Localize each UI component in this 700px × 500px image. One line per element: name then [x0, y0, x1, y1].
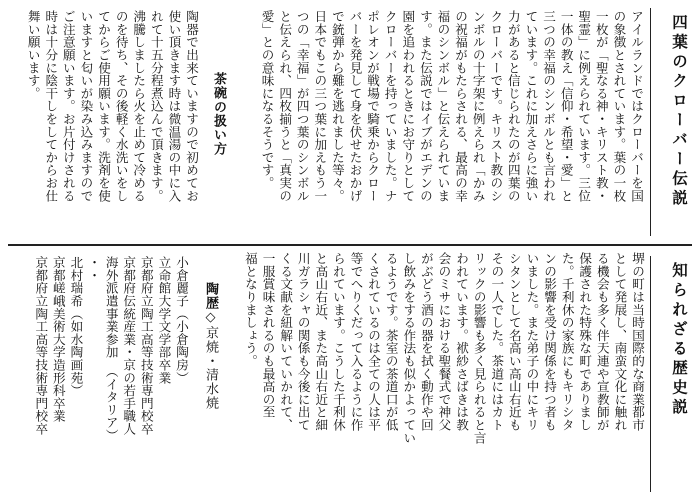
text-line: ・・ — [86, 256, 102, 282]
text-line: の祝福がもたらされる、最高の幸 — [453, 10, 469, 202]
text-line: その一人でした。茶道にはカト — [489, 252, 505, 432]
text-line: 聖霊」に例えられています。三位 — [576, 10, 592, 202]
text-line: 三つの幸福のシンボルとも言われ — [541, 10, 557, 202]
text-line: と伝えられ、四枚揃うと「真実の — [277, 10, 293, 202]
bottom-right-heading-rule — [650, 256, 651, 492]
tea-bowl-handling-heading: 茶碗の扱い方 — [211, 72, 226, 156]
text-line: くされているのは全ての人は平 — [366, 252, 382, 432]
text-line: 京都府伝統産業・京の若手職人 — [121, 256, 137, 436]
text-line: 京都府立陶工高等技術専門校卒 — [33, 256, 49, 436]
text-line: ています。これに加えさらに強い — [523, 10, 539, 202]
text-line: ご注意願います。お片付けされる — [60, 10, 76, 202]
text-line: いました。また弟子の中にキリ — [524, 252, 540, 432]
career-list — [10, 256, 190, 492]
text-line: 日本でもこの三つ葉に加えもう一 — [312, 10, 328, 202]
text-line: 北村瑞希（如水陶画苑） — [68, 256, 84, 397]
text-line: れて十五分程煮込んで頂きます。 — [148, 10, 164, 202]
text-line: 陶器で出来ていますので初めてお — [184, 10, 199, 202]
text-line: 沸騰しましたら火を止めて冷める — [131, 10, 147, 202]
text-line: た。千利休の家族にもキリシタ — [559, 252, 575, 432]
text-line: シタンとして名高い高山右近も — [506, 252, 522, 432]
text-line: てからご使用願います。洗剤を使 — [96, 10, 112, 202]
text-line: し飲みをする作法も似かよってい — [401, 252, 417, 444]
text-line: 時は十分に陰干しをしてからお仕 — [43, 10, 59, 202]
text-line: で銃弾から難を逃れました等々。 — [329, 10, 345, 202]
text-line: 海外派遣事業参加 （イタリア） — [103, 256, 119, 442]
text-line: 立命館大学文学部卒業 — [156, 256, 172, 384]
text-line: として発展し、南蛮文化に触れ — [612, 252, 628, 432]
text-line: 愛」との意味になるそうです。 — [259, 10, 275, 190]
text-line: 一枚が「聖なる神・キリスト教・ — [593, 10, 609, 202]
unknown-history-body — [236, 252, 646, 494]
text-line: 堺の町は当時国際的な商業都市 — [630, 252, 645, 432]
text-line: がぶどう酒の器を拭く動作や回 — [418, 252, 434, 432]
text-line: 小倉麗子（小倉陶房） — [174, 256, 189, 384]
text-line: 使い頂きます時は微温湯の中に入 — [166, 10, 182, 202]
tea-bowl-handling-body — [10, 10, 200, 238]
text-line: クローバーです。キリスト教のシ — [488, 10, 504, 202]
text-line: つの「幸福」が四つ葉のシンボル — [294, 10, 310, 202]
text-line: られています。こうした千利休 — [330, 252, 346, 432]
text-line: 一体の教え「信仰・希望・愛」と — [558, 10, 574, 202]
text-line: リックの影響も多く見られると言 — [471, 252, 487, 444]
text-line: 京都府立陶工高等技術専門校卒 — [138, 256, 154, 436]
career-heading-suffix: ◇京焼・清水焼 — [203, 310, 218, 410]
four-leaf-clover-heading: 四葉のクローバー伝説 — [670, 14, 688, 209]
text-line: 一服賞味されるのも最高の至 — [260, 252, 276, 419]
text-line: と高山右近、また高山右近と細 — [313, 252, 329, 432]
top-right-heading-rule — [650, 8, 651, 236]
text-line: 川ガラシャの関係も今後に出て — [295, 252, 311, 432]
text-line: クローバーを持っていました。ナ — [382, 10, 398, 202]
text-line: 力があると信じられたのが四葉の — [505, 10, 521, 202]
text-line: 舞い願います。 — [25, 10, 41, 100]
four-leaf-clover-body — [247, 10, 645, 238]
career-heading — [196, 282, 220, 452]
text-line: す。また伝説ではイブがエデンの — [417, 10, 433, 202]
text-line: 京都嵯峨美術大学造形科卒業 — [50, 256, 66, 423]
text-line: くる文献を紐解いていかれて、 — [278, 252, 294, 432]
text-line: のを待ち、その後軽く水洗いをし — [113, 10, 129, 202]
text-line: ポレオンが戦場で騎乗からクロー — [365, 10, 381, 202]
text-line: 会のミサにおける聖餐式で神父 — [436, 252, 452, 432]
text-line: の象徴とされています。葉の一枚 — [611, 10, 627, 202]
section-divider — [8, 244, 692, 246]
text-line: 園を追われるときにお守りとして — [400, 10, 416, 202]
text-line: 保護された特殊な町でありまし — [577, 252, 593, 432]
text-line: バーを発見して身を伏せたおかげ — [347, 10, 363, 202]
text-line: るようです。茶室の茶道口が低 — [383, 252, 399, 432]
text-line: われています。袱紗さばきは教 — [454, 252, 470, 432]
text-line: 等でへりくだって入るように作 — [348, 252, 364, 432]
unknown-history-heading: 知られざる歴史説 — [670, 262, 688, 418]
text-line: る機会も多く伴天連や宣教師が — [594, 252, 610, 432]
text-line: いますと匂いが染み込みますので — [78, 10, 94, 202]
text-line: 福となりましょう。 — [242, 252, 258, 368]
text-line: 福のシンボル」と伝えられていま — [435, 10, 451, 202]
career-heading-label: 陶歴 — [203, 282, 218, 310]
text-line: ンの影響を受け関係を持つ者も — [542, 252, 558, 432]
text-line: アイルランドではクローバーを国 — [629, 10, 644, 202]
text-line: ンボルの十字架に例えられ「かみ — [470, 10, 486, 202]
